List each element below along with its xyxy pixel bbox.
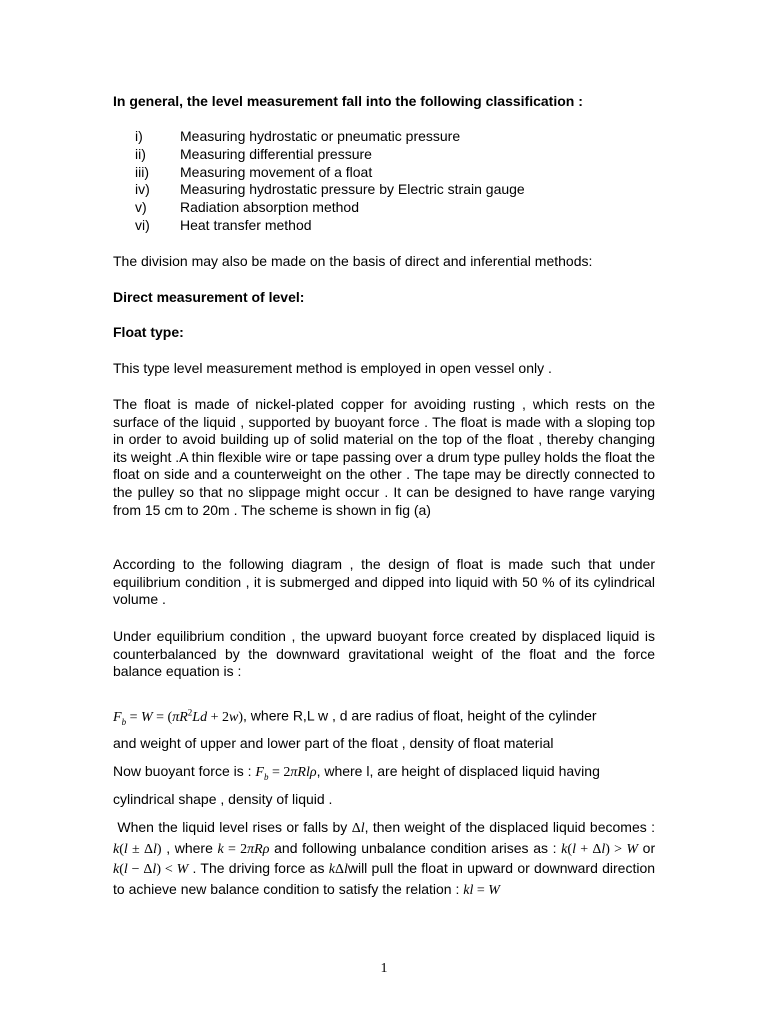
weight-change-equation: k(l ± Δl): [113, 841, 162, 857]
subsection-heading: Float type:: [113, 324, 184, 340]
balance-relation-equation: kl = W: [463, 882, 500, 898]
force-balance-desc-a: , where R,L w , d are radius of float, height of the cylinder: [243, 707, 597, 724]
level-change-text: relation :: [405, 880, 460, 897]
division-note: The division may also be made on the basis of direct and inferential methods:: [113, 253, 593, 269]
level-change-text: When the liquid level rises or falls by: [117, 819, 348, 835]
fall-condition-equation: k(l − Δl) < W: [113, 862, 189, 878]
level-change-text: , where: [166, 839, 213, 856]
k-equation: k = 2πRρ: [217, 841, 270, 857]
list-item-text: Heat transfer method: [180, 216, 312, 233]
list-item-text: Radiation absorption method: [180, 199, 360, 216]
list-item-text: Measuring hydrostatic or pneumatic pressure: [180, 128, 461, 144]
force-balance-desc-b: and weight of upper and lower part of the float , density of float material: [113, 735, 554, 752]
list-item-text: Measuring movement of a float: [180, 163, 373, 180]
level-change-text: , then weight of the displaced liquid: [364, 819, 586, 835]
classification-list: [113, 128, 655, 235]
paragraph-level-change: [113, 818, 655, 900]
list-item-number: vi): [135, 216, 150, 233]
driving-force-equation: kΔl: [328, 862, 348, 878]
level-change-text: or: [642, 839, 656, 856]
delta-l-equation: Δl: [351, 821, 365, 836]
force-balance-equation: $F_b = W = (\pi R^2Ld + 2w)$: [113, 707, 244, 727]
list-item: [113, 199, 655, 217]
list-item: [113, 164, 655, 182]
list-item: [113, 181, 655, 199]
level-change-text: as :: [533, 839, 557, 856]
list-item-text: Measuring hydrostatic pressure by Electric strain gauge: [180, 181, 525, 198]
buoyant-suffix-b: cylindrical shape , density of liquid .: [113, 790, 333, 807]
level-change-text: . The driving force as: [192, 860, 325, 877]
paragraph-float-description: The float is made of nickel-plated copper for avoiding rusting , which rests on the surface of the liquid , supported by buoyant force . The float is made with a sloping top in order to avoid building up of solid material on the top of the float , thereby changing its weight .A thin flexible wire or tape passing over a drum type pulley holds the float the float on side and a counterweight on the other . The tape may be directly connected to the pulley so that no slippage might occur . It can be designed to have range varying from 15 cm to 20m . The scheme is shown in fig (a): [113, 396, 655, 518]
buoyant-prefix: Now buoyant force is :: [113, 763, 252, 779]
level-change-text: and following unbalance condition arises: [274, 839, 529, 856]
paragraph-equilibrium: Under equilibrium condition , the upward buoyant force created by displaced liquid is counterbalanced by the downward gravitational weight of the float and the force balance equation is :: [113, 628, 655, 680]
level-change-text: upward or downward direction to achieve new balance condition to satisfy the: [113, 860, 656, 897]
list-item: [113, 146, 655, 164]
rise-condition-equation: k(l + Δl) > W: [561, 841, 638, 857]
list-item: [113, 217, 655, 235]
list-item-number: iv): [135, 181, 150, 198]
list-item: [113, 128, 655, 146]
paragraph-buoyant-force: [113, 760, 655, 810]
paragraph-design: According to the following diagram , the design of float is made such that under equilibrium condition , it is submerged and dipped into liquid with 50 % of its cylindrical volume .: [113, 556, 655, 608]
list-item-number: iii): [135, 163, 149, 180]
paragraph-force-balance: [113, 701, 655, 754]
level-change-text: will pull the float in: [347, 860, 463, 877]
page-number: 1: [380, 961, 388, 976]
list-item-number: v): [135, 199, 147, 216]
section-heading: Direct measurement of level:: [113, 289, 305, 305]
list-item-text: Measuring differential pressure: [180, 145, 372, 162]
list-item-number: ii): [135, 145, 146, 162]
paragraph-open-vessel: This type level measurement method is employed in open vessel only .: [113, 360, 552, 376]
list-item-number: i): [135, 128, 143, 144]
buoyant-equation: $F_b = 2\pi Rl\rho$: [255, 765, 317, 782]
classification-heading: In general, the level measurement fall into the following classification :: [113, 93, 583, 109]
buoyant-suffix-a: , where l, are height of displaced liquid having: [316, 763, 600, 779]
level-change-text: becomes :: [589, 819, 656, 835]
